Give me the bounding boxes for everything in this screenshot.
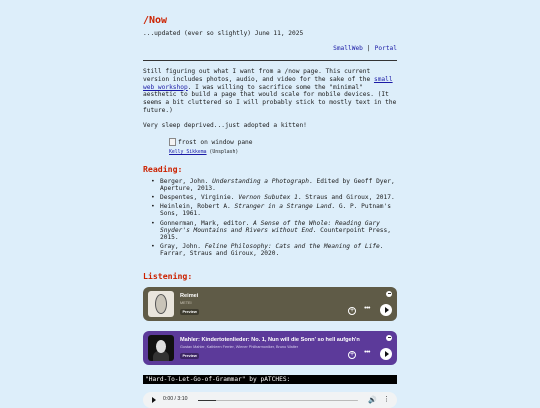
page-title: /Now — [143, 15, 168, 26]
nav-link-smallweb[interactable]: SmallWeb — [333, 45, 363, 52]
spotify-embed-mahler[interactable] — [143, 331, 397, 365]
more-icon[interactable]: ••• — [364, 349, 370, 356]
caption-source: (Unsplash) — [206, 150, 239, 155]
list-item: • Heinlein, Robert A. Stranger in a Strange Land. G. P. Putnam's Sons, 1961. — [151, 203, 397, 217]
broken-image-icon — [169, 138, 176, 146]
play-button[interactable] — [380, 304, 392, 316]
audio-progress-fill — [198, 400, 216, 401]
photo-figure — [169, 138, 253, 155]
audio-player[interactable] — [143, 392, 397, 408]
nav-separator: | — [366, 45, 371, 52]
intro-text-cont: . I was willing to sacrifice some the "minimal" aesthetic to build a page that would scale for mobile devices. (It seems a bit cluttered so I will probably stick to mostly text in the future.) — [143, 83, 397, 114]
frost-image — [169, 138, 253, 146]
add-icon[interactable]: + — [349, 307, 355, 314]
intro-paragraph — [143, 68, 397, 115]
track-title[interactable]: Reimei — [180, 293, 199, 299]
volume-icon[interactable]: 🔊 — [368, 396, 377, 404]
preview-badge: Preview — [180, 309, 199, 315]
list-item: • Berger, John. Understanding a Photograph. Edited by Geoff Dyer, Aperture, 2013. — [151, 178, 397, 192]
intro-text: Still figuring out what I want from a /now page. This current version includes photos, audio, and video for the sake of the — [143, 68, 374, 83]
listening-heading: Listening: — [143, 271, 193, 281]
track-artist[interactable]: Gustav Mahler, Kathleen Ferrier, Wiener Philharmoniker, Bruno Walter — [180, 344, 299, 349]
add-icon[interactable]: + — [349, 351, 355, 358]
small-web-workshop-link[interactable]: small web workshop — [143, 75, 393, 91]
nav-link-portal[interactable]: Portal — [374, 45, 397, 52]
nav-links — [333, 45, 397, 52]
spotify-icon[interactable] — [386, 291, 392, 297]
divider — [143, 60, 397, 61]
more-icon[interactable]: ••• — [364, 305, 370, 312]
preview-badge: Preview — [180, 353, 199, 359]
photographer-link[interactable]: Kelly Sikkema — [169, 150, 207, 155]
play-button[interactable] — [380, 348, 392, 360]
track-artist[interactable]: METEI — [180, 300, 192, 305]
play-icon[interactable] — [152, 397, 156, 403]
list-item: • Gray, John. Feline Philosophy: Cats and the Meaning of Life. Farrar, Straus and Giroux, 2020. — [151, 243, 397, 257]
audio-time: 0:00 / 3:10 — [163, 396, 188, 402]
list-item: • Gonnerman, Mark, editor. A Sense of the Whole: Reading Gary Snyder's Mountains and Rivers without End. Counterpoint Press, 2015. — [151, 220, 397, 241]
audio-progress[interactable] — [198, 400, 358, 401]
reading-list — [151, 178, 397, 259]
kitten-paragraph: Very sleep deprived...just adopted a kitten! — [143, 122, 307, 129]
list-item: • Despentes, Virginie. Vernon Subutex 1. Straus and Giroux, 2017. — [151, 194, 397, 201]
album-art — [148, 335, 174, 361]
reading-heading: Reading: — [143, 164, 183, 174]
audio-track-title: "Hard-To-Let-Go-of-Grammar" by pATCHES: — [143, 375, 397, 384]
spotify-icon[interactable] — [386, 335, 392, 341]
album-art — [148, 291, 174, 317]
image-alt-text: frost on window pane — [178, 138, 253, 146]
spotify-embed-reimei[interactable] — [143, 287, 397, 321]
track-title[interactable]: Mahler: Kindertotenlieder: No. 1, Nun will die Sonn' so hell aufgeh'n — [180, 337, 360, 343]
more-options-icon[interactable]: ⋮ — [383, 395, 390, 403]
updated-date: ...updated (ever so slightly) June 11, 2025 — [143, 30, 304, 37]
photo-caption — [169, 150, 253, 155]
